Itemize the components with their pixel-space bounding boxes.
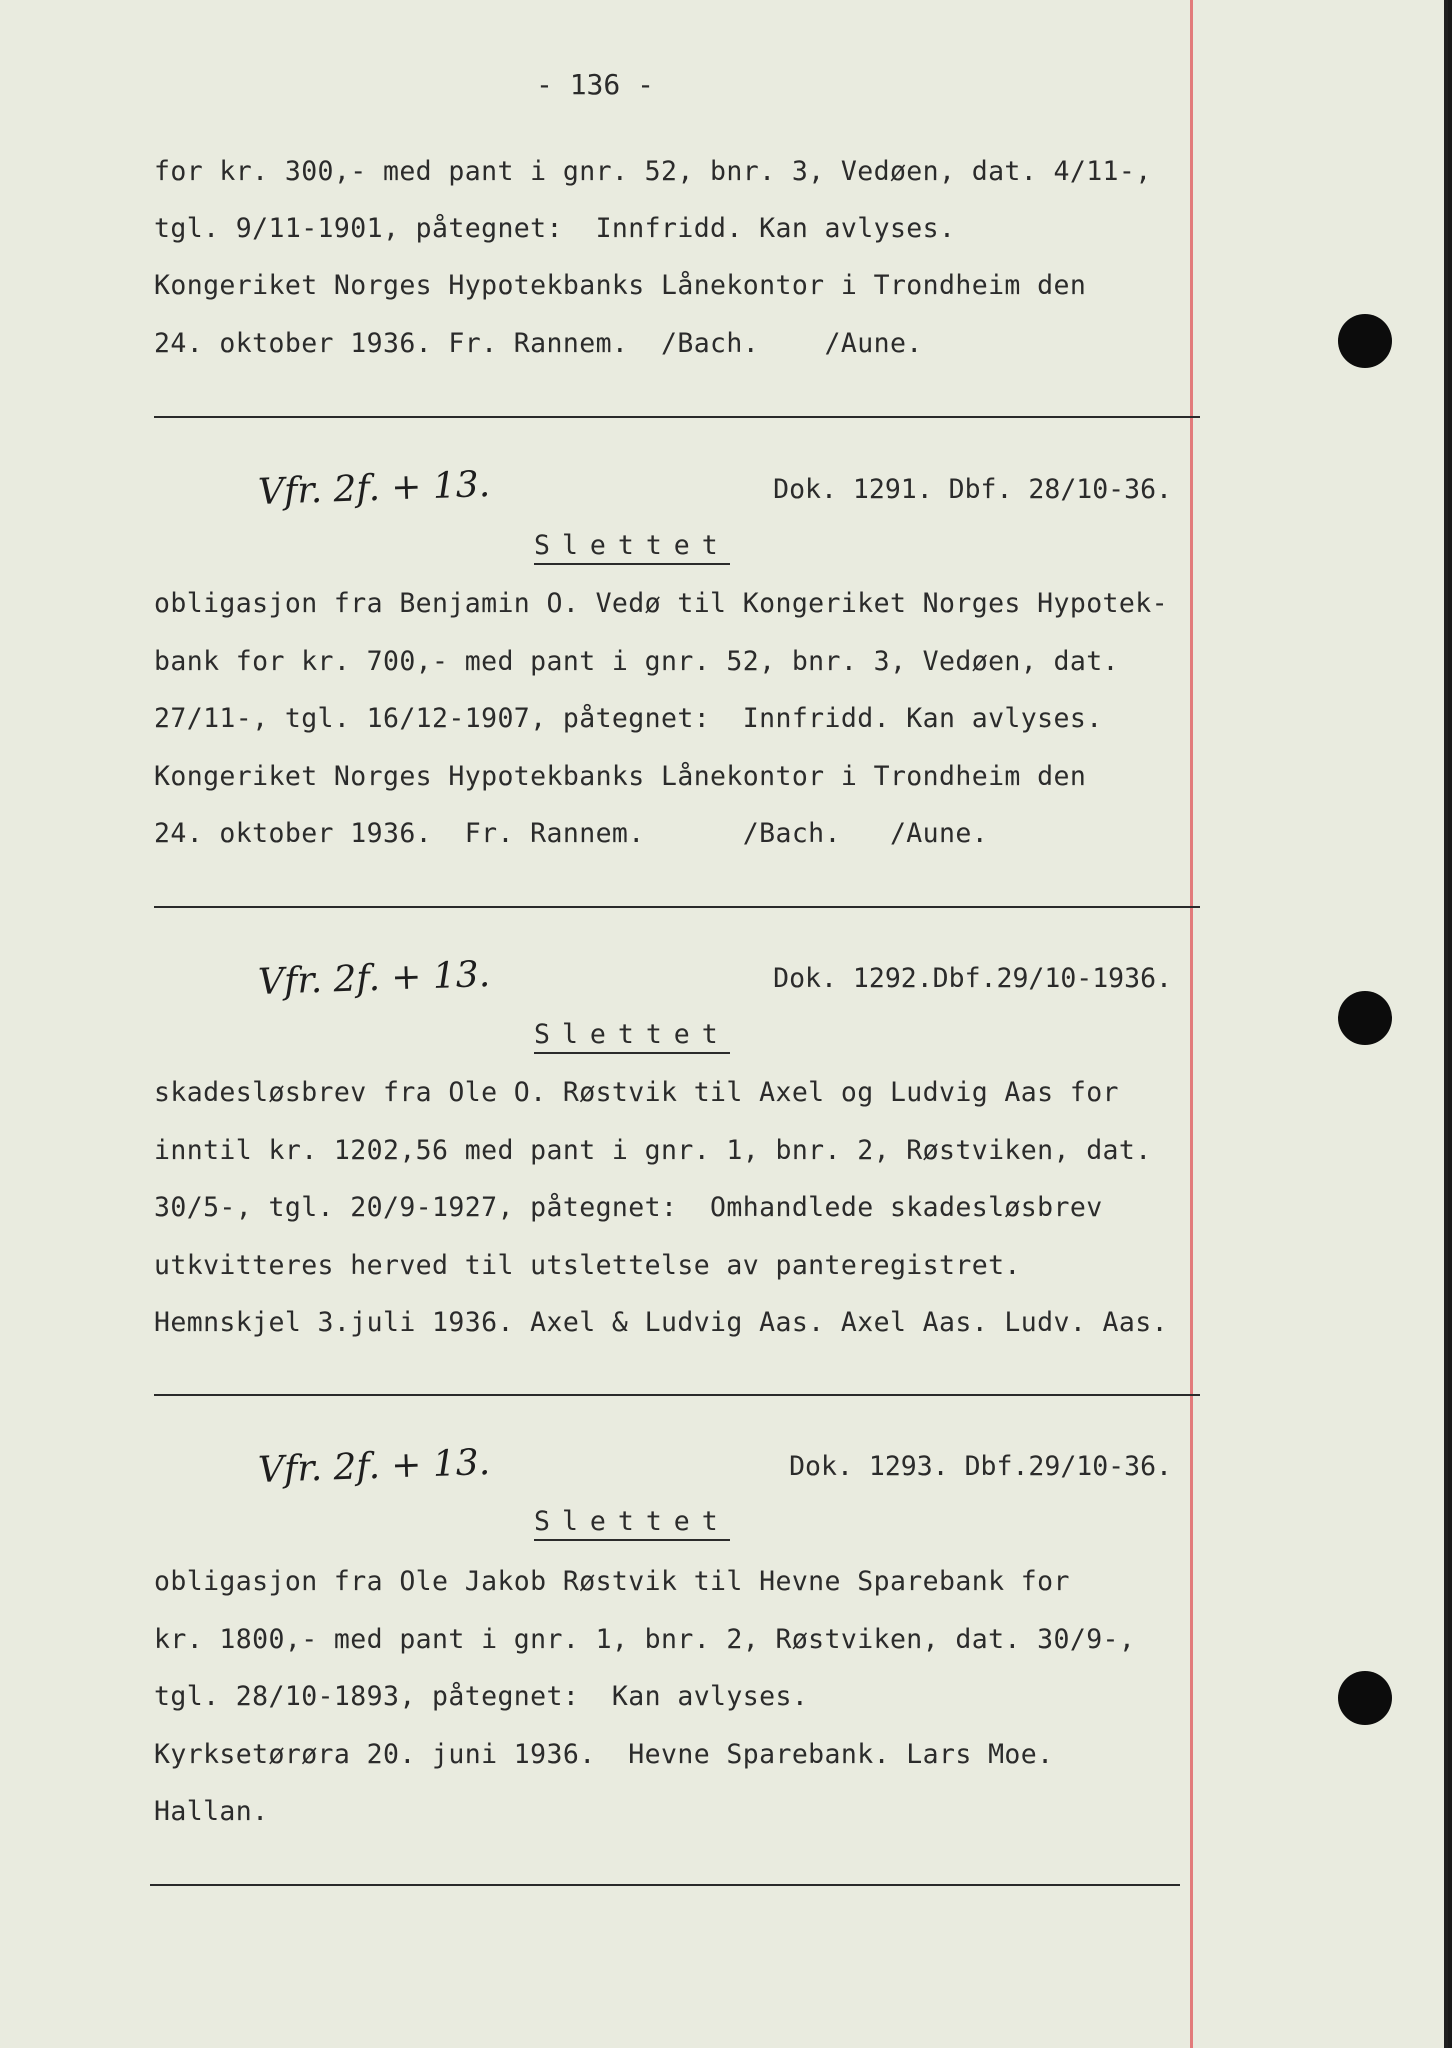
section-divider (150, 1884, 1180, 1886)
punch-hole-icon (1338, 314, 1392, 368)
handwritten-note: Vfr. 2f. + 13. (257, 1441, 491, 1492)
entry-line: 27/11-, tgl. 16/12-1907, påtegnet: Innfridd. Kan avlyses. (154, 703, 1103, 734)
doc-reference: Dok. 1291. Dbf. 28/10-36. (773, 474, 1172, 505)
entry-line: inntil kr. 1202,56 med pant i gnr. 1, bnr. 2, Røstviken, dat. (154, 1135, 1152, 1166)
entry-line: Kyrksetørøra 20. juni 1936. Hevne Sparebank. Lars Moe. (154, 1739, 1054, 1770)
page-number: - 136 - (535, 68, 654, 101)
entry-heading: Slettet (534, 1019, 730, 1054)
handwritten-note: Vfr. 2f. + 13. (257, 953, 491, 1004)
entry-line: bank for kr. 700,- med pant i gnr. 52, bnr. 3, Vedøen, dat. (154, 646, 1119, 677)
entry-line: kr. 1800,- med pant i gnr. 1, bnr. 2, Røstviken, dat. 30/9-, (154, 1624, 1136, 1655)
intro-line: 24. oktober 1936. Fr. Rannem. /Bach. /Aune. (154, 328, 923, 359)
handwritten-note: Vfr. 2f. + 13. (257, 463, 491, 514)
section-divider (154, 1394, 1200, 1396)
entry-line: skadesløsbrev fra Ole O. Røstvik til Axel og Ludvig Aas for (154, 1077, 1119, 1108)
section-divider (154, 906, 1200, 908)
doc-reference: Dok. 1293. Dbf.29/10-36. (789, 1451, 1172, 1482)
entry-line: 24. oktober 1936. Fr. Rannem. /Bach. /Aune. (154, 818, 989, 849)
entry-line: obligasjon fra Benjamin O. Vedø til Kongeriket Norges Hypotek- (154, 588, 1168, 619)
entry-line: obligasjon fra Ole Jakob Røstvik til Hevne Sparebank for (154, 1566, 1070, 1597)
doc-reference: Dok. 1292.Dbf.29/10-1936. (773, 963, 1172, 994)
entry-line: Hemnskjel 3.juli 1936. Axel & Ludvig Aas. Axel Aas. Ludv. Aas. (154, 1307, 1168, 1338)
entry-line: tgl. 28/10-1893, påtegnet: Kan avlyses. (154, 1681, 809, 1712)
entry-line: Hallan. (154, 1796, 269, 1827)
intro-line: for kr. 300,- med pant i gnr. 52, bnr. 3, Vedøen, dat. 4/11-, (154, 156, 1152, 187)
punch-hole-icon (1338, 1671, 1392, 1725)
entry-line: utkvitteres herved til utslettelse av panteregistret. (154, 1250, 1021, 1281)
punch-hole-icon (1338, 991, 1392, 1045)
entry-heading: Slettet (534, 1506, 730, 1541)
entry-line: Kongeriket Norges Hypotekbanks Lånekontor i Trondheim den (154, 761, 1087, 792)
intro-line: Kongeriket Norges Hypotekbanks Lånekontor i Trondheim den (154, 270, 1087, 301)
entry-line: 30/5-, tgl. 20/9-1927, påtegnet: Omhandlede skadesløsbrev (154, 1192, 1103, 1223)
section-divider (154, 416, 1200, 418)
red-margin-line (1190, 0, 1193, 2048)
entry-heading: Slettet (534, 530, 730, 565)
intro-line: tgl. 9/11-1901, påtegnet: Innfridd. Kan avlyses. (154, 213, 956, 244)
